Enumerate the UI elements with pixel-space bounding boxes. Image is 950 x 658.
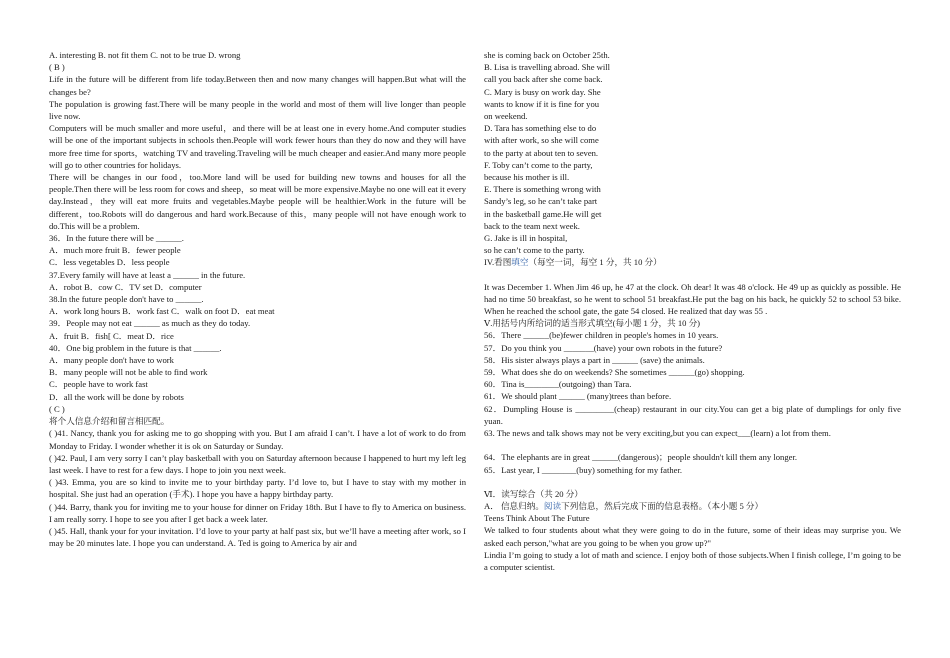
question-37-options: A．robot B．cow C．TV set D．computer — [49, 281, 202, 292]
section-4-title: IV.看图填空（每空一词，每空 1 分，共 10 分） — [484, 257, 662, 268]
item-64: 64．The elephants are in great ______(dangerous)；people shouldn't kill them any longer. — [484, 452, 797, 463]
question-40-option-d: D．all the work will be done by robots — [49, 391, 184, 402]
option-line: E. There is something wrong with — [484, 184, 601, 195]
spacer — [484, 269, 901, 281]
link-read[interactable]: 阅读 — [543, 500, 562, 511]
answer-b: ( B ) — [49, 62, 65, 73]
option-line: with after work, so she will come — [484, 135, 599, 146]
passage-paragraph: There will be changes in our food，too.More land will be used for building new towns and houses for all the people.Then there will be less room for cows and sheep，so meat will be more expensive.Maybe no one will eat it every day.Instead，they will eat more fruits and vegetables.Maybe people will be healthier.Work in the future will be different，too.Robots will do dangerous and hard work.Because of this，many people will not have enough work to do.This will be a problem. — [49, 172, 466, 231]
link-fill-blank[interactable]: 填空 — [511, 257, 529, 268]
spacer — [484, 439, 901, 451]
section-5-title: Ⅴ.用括号内所给词的适当形式填空(每小题 1 分，共 10 分) — [484, 318, 701, 329]
option-line: D. Tara has something else to do — [484, 123, 597, 134]
message-43: ( )43. Emma, you are so kind to invite me to your birthday party. I’d love to, but I have to stay with my mother in hospital. She just had an operation (手术). I hope you have a happy birthday party. — [49, 477, 466, 500]
message-45: ( )45. Hall, thank your for your invitation. I’d love to your party at half past six, but we’ll have a meeting after work, so I may be 20 minutes late. I hope you can understand. A. Ted is going to America by air and — [49, 525, 466, 549]
option-line: B. Lisa is travelling abroad. She will — [484, 62, 611, 73]
option-line: in the basketball game.He will get — [484, 208, 602, 219]
message-42: ( )42. Paul, I am very sorry I can’t play basketball with you on Saturday afternoon because I happened to hurt my left leg last week. I have to rest for a few days. I hope to join you next week. — [49, 452, 466, 475]
section-4-passage: It was December 1. When Jim 46 up, he 47 at the clock. Oh dear! It was 48 o'clock. He 49 up as quickly as possible. He had no time 50 breakfast, so he went to school 51 breakfast.He put the bag on his back, he quickly 52 to school 53 bike. When he reached the school gate, the gate 54 closed. He realized that day was 55 . — [484, 281, 901, 317]
item-65: 65．Last year, I ________(buy) something for my father. — [484, 464, 682, 475]
question-36-options-cd: C．less vegetables D．less people — [49, 257, 170, 268]
option-line: Sandy’s leg, so he can’t take part — [484, 196, 598, 207]
teen-article-paragraph: Lindia I’m going to study a lot of math and science. I enjoy both of those subjects.When I finish college, I’m going to be a computer scientist. — [484, 549, 901, 572]
item-62: 62．Dumpling House is _________(cheap) restaurant in our city.You can get a big plate of dumplings for only five yuan. — [484, 403, 901, 426]
message-41: ( )41. Nancy, thank you for asking me to go shopping with you. But I am afraid I can’t. I have a lot of work to do from Monday to Friday. I wonder whether it is ok on Saturday or Sunday. — [49, 428, 466, 451]
option-line: wants to know if it is fine for you — [484, 98, 600, 109]
matching-options — [484, 49, 636, 256]
passage-paragraph: The population is growing fast.There will be many people in the world and most of them will live longer than people live now. — [49, 98, 466, 122]
option-line: because his mother is ill. — [484, 172, 570, 183]
option-line: back to the team next week. — [484, 220, 580, 231]
passage-paragraph: Life in the future will be different from life today.Between then and now many changes will happen.But what will the changes be? — [49, 74, 466, 97]
question-38-options: A．work long hours B．work fast C．walk on foot D．eat meat — [49, 306, 275, 317]
teen-article-paragraph: We talked to four students about what they were going to do in the future, some of their ideas may surprise you. We asked each person,"what are you going to be when you grow up?" — [484, 525, 901, 548]
message-44: ( )44. Barry, thank you for inviting me to your house for dinner on Friday 18th. But I have to fly to America on business. I am really sorry. I hope to see you after I get back a week later. — [49, 501, 466, 524]
item-61: 61．We should plant ______ (many)trees than before. — [484, 391, 672, 402]
option-line: to the party at about ten to seven. — [484, 147, 599, 158]
answer-c: ( C ) — [49, 403, 65, 414]
question-40: 40．One big problem in the future is that ______. — [49, 342, 222, 353]
matching-title: 将个人信息介绍和留言相匹配。 — [49, 416, 170, 427]
item-56: 56．There ______(be)fewer children in people's homes in 10 years. — [484, 330, 719, 341]
item-60: 60．Tina is________(outgoing) than Tara. — [484, 379, 632, 390]
item-63: 63. The news and talk shows may not be very exciting,but you can expect___(learn) a lot from them. — [484, 428, 831, 439]
option-line: she is coming back on October 25th. — [484, 50, 610, 60]
question-40-option-c: C．people have to work fast — [49, 379, 148, 390]
section-6-title: Ⅵ．读写综合（共 20 分） — [484, 488, 583, 499]
answer-options-line: A. interesting B. not fit them C. not to be true D. wrong — [49, 50, 241, 60]
option-line: F. Toby can’t come to the party, — [484, 159, 593, 170]
left-column — [49, 49, 466, 549]
right-column — [484, 49, 901, 573]
question-39-options: A．fruit B．fish[ C．meat D．rice — [49, 330, 174, 341]
question-40-option-a: A．many people don't have to work — [49, 355, 174, 366]
question-36: 36．In the future there will be ______. — [49, 233, 184, 244]
question-36-options-ab: A．much more fruit B．fewer people — [49, 245, 181, 256]
option-line: G. Jake is ill in hospital, — [484, 233, 568, 244]
section-6a-instruction: A． 信息归纳。阅读下列信息，然后完成下面的信息表格。（本小题 5 分） — [484, 500, 764, 511]
question-39: 39．People may not eat ______ as much as they do today. — [49, 318, 251, 329]
item-58: 58．His sister always plays a part in ______ (save) the animals. — [484, 354, 705, 365]
item-57: 57．Do you think you _______(have) your own robots in the future? — [484, 342, 723, 353]
question-40-option-b: B．many people will not be able to find work — [49, 367, 208, 378]
item-59: 59．What does she do on weekends? She sometimes ______(go) shopping. — [484, 367, 745, 378]
option-line: so he can’t come to the party. — [484, 245, 585, 256]
option-line: on weekend. — [484, 111, 528, 122]
spacer — [484, 476, 901, 488]
question-37: 37.Every family will have at least a ______ in the future. — [49, 269, 246, 280]
option-line: C. Mary is busy on work day. She — [484, 86, 601, 97]
passage-paragraph: Computers will be much smaller and more useful，and there will be at least one in every home.And computer studies will be one of the important subjects in schools then.People will work fewer hours than they do now and they will have more free time for sports，watching TV and traveling.Traveling will be much cheaper and easier.And many more people will go to other countries for holidays. — [49, 123, 466, 170]
teen-article-title: Teens Think About The Future — [484, 513, 590, 524]
question-38: 38.In the future people don't have to ______. — [49, 294, 204, 305]
option-line: call you back after she come back. — [484, 74, 603, 85]
